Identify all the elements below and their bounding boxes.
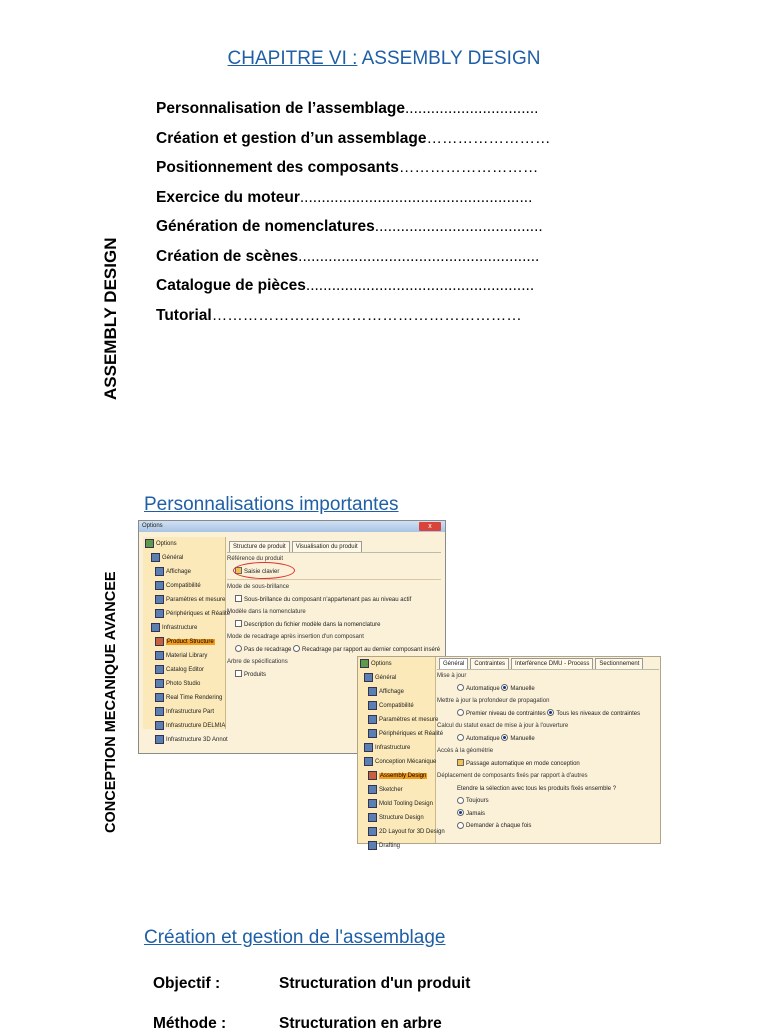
tab-sectionnement[interactable]: Sectionnement: [595, 658, 643, 669]
highlight-circle: [233, 562, 295, 579]
side-label-conception: CONCEPTION MECANIQUE AVANCEE: [103, 571, 119, 833]
dialog-titlebar: Options x: [139, 521, 445, 532]
table-of-contents: [156, 98, 576, 334]
tab-contraintes[interactable]: Contraintes: [470, 658, 509, 669]
assembly-options-tree: Options Général Affichage Compatibilité Paramètres et mesure Périphériques et Réalité Infrastructure Conception Mécanique Assembly Design Sketcher Mold Tooling Design Structure Design 2D Layout for 3D Design Drafting: [358, 657, 436, 843]
toc-item: Tutorial……………………………………………………: [156, 306, 522, 324]
objectif-value: Structuration d'un produit: [279, 975, 471, 992]
chapter-title-prefix: CHAPITRE VI :: [227, 48, 358, 69]
methode-value: Structuration en arbre: [279, 1015, 442, 1032]
tab-interference[interactable]: Interférence DMU - Process: [511, 658, 593, 669]
chapter-title: [0, 48, 768, 70]
toc-item: Création et gestion d’un assemblage……………………: [156, 129, 551, 147]
tab-bar: [227, 541, 441, 553]
assembly-options-panel: Général Contraintes Interférence DMU - Process Sectionnement Mise à jour Automatique Manuelle Mettre à jour la profondeur de propagation Premier niveau de contraintes Tous les niveaux de contraintes Calcul du statut exact de mise à jour à l'ouverture Automatique Manuelle Accès à la géométrie Passage automatique en mode conception Déplacement de composants fixés par rapport à d'autres Etendre la sélection avec tous les produits fixés ensemble ? Toujours Jamais Demander à chaque fois: [437, 658, 659, 842]
toc-item: Catalogue de pièces.....................................................: [156, 277, 535, 294]
toc-item: Exercice du moteur......................................................: [156, 188, 533, 206]
section-heading-personnalisations: Personnalisations importantes: [144, 494, 399, 515]
side-label-assembly-design: ASSEMBLY DESIGN: [101, 237, 120, 400]
chapter-title-main: ASSEMBLY DESIGN: [357, 48, 541, 69]
toc-item: Positionnement des composants………………………: [156, 159, 539, 176]
toc-item: Personnalisation de l’assemblage...............................: [156, 100, 539, 117]
objectif-label: Objectif :: [153, 975, 221, 992]
toc-item: Création de scènes........................................................: [156, 247, 540, 265]
assembly-options-screenshot: [357, 656, 661, 849]
methode-label: Méthode :: [153, 1015, 227, 1032]
tab-visualisation-produit[interactable]: Visualisation du produit: [292, 541, 362, 552]
tab-bar: [437, 658, 659, 670]
close-icon[interactable]: x: [419, 522, 441, 531]
section-heading-creation: Création et gestion de l'assemblage: [144, 927, 446, 948]
options-tree: Options Général Affichage Compatibilité Paramètres et mesure Périphériques et Réalité Infrastructure Product Structure Material Library Catalog Editor Photo Studio Real Time Rendering Infrastructure Part Infrastructure DELMIA Infrastructure 3D Annot: [143, 537, 226, 729]
tab-general[interactable]: Général: [439, 658, 468, 669]
toc-item: Génération de nomenclatures.......................................: [156, 218, 543, 235]
options-panel: Structure de produit Visualisation du produit Référence du produit Saisie clavier Mode de sous-brillance Sous-brillance du composant n'appartenant pas au niveau actif Modèle dans la nomenclature Description du fichier modèle dans la nomenclature Mode de recadrage après insertion d'un composant Pas de recadrage Recadrage par rapport au dernier composant inséré Arbre de spécifications Produits: [227, 541, 441, 731]
tab-structure-produit[interactable]: Structure de produit: [229, 541, 290, 552]
